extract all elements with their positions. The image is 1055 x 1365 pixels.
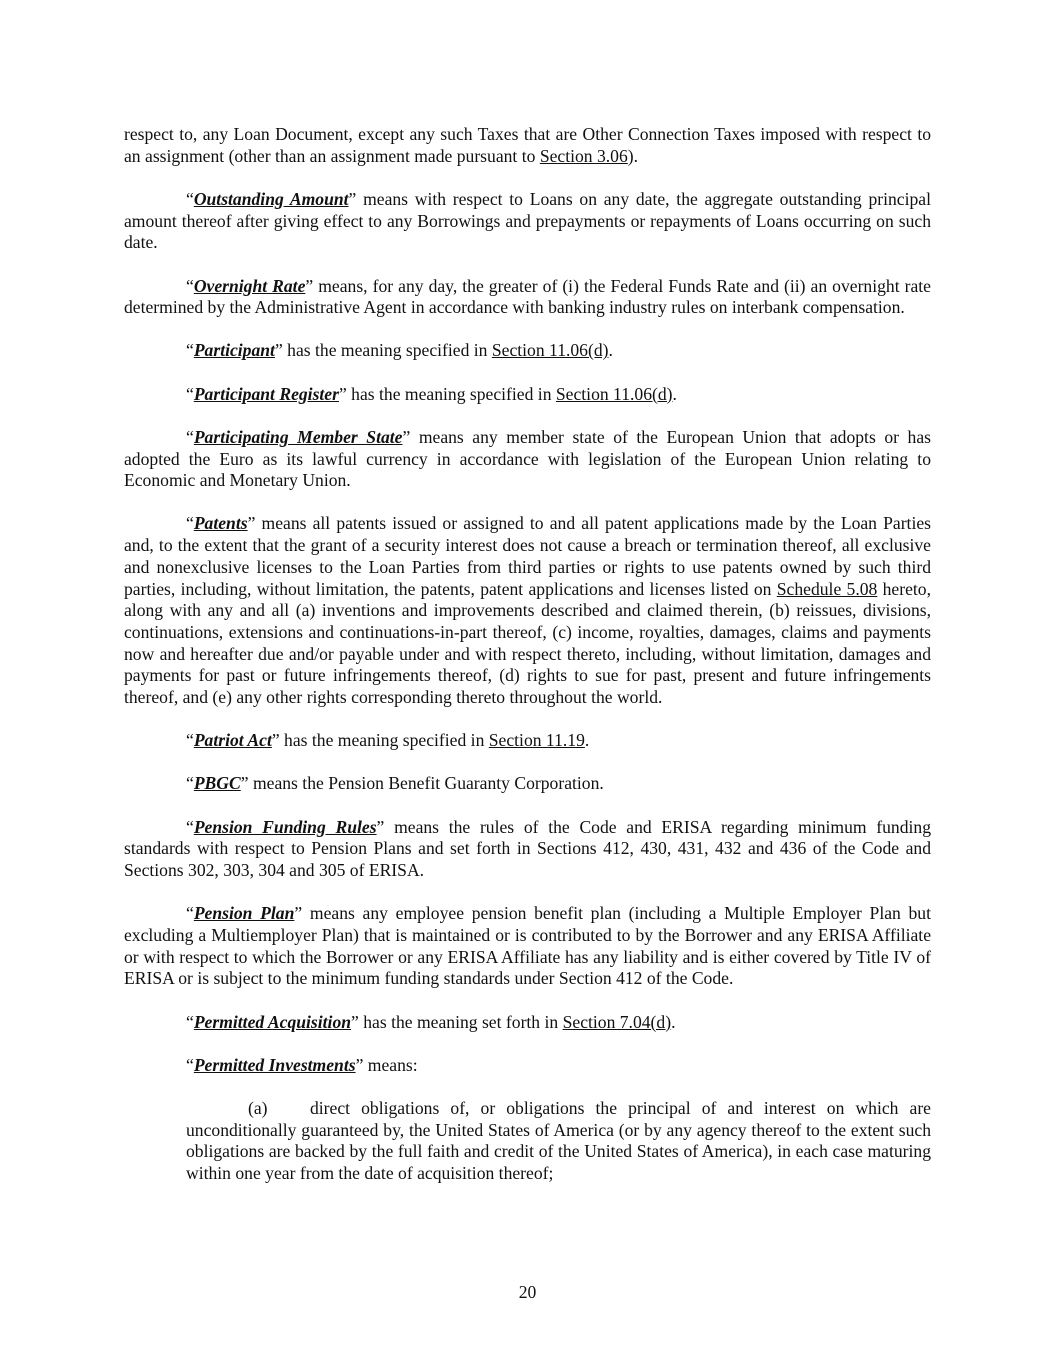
open-quote: “ [186, 188, 194, 209]
close-quote: ” [294, 903, 303, 924]
close-quote: ” [240, 773, 249, 794]
defined-term: Permitted Acquisition [193, 1011, 352, 1032]
defined-term: Outstanding Amount [193, 188, 349, 209]
definition-text: means, for any day, the greater of (i) the Federal Funds Rate and (ii) an overnight rate determined by the Administrative Agent in accordance with banking industry rules on interbank compensation. [124, 275, 931, 318]
definition-text: has the meaning specified in [282, 340, 492, 361]
defined-term: Patents [193, 513, 248, 534]
definition-tail: . [672, 383, 677, 404]
document-page [124, 124, 931, 1206]
definition-participating-member-state [124, 427, 931, 492]
definition-patriot-act [124, 730, 931, 752]
definition-pbgc [124, 773, 931, 795]
close-quote: ” [351, 1011, 359, 1032]
definition-text: has the meaning set forth in [358, 1011, 563, 1032]
page-number: 20 [518, 1282, 537, 1302]
defined-term: Participant [193, 340, 275, 361]
open-quote: “ [186, 773, 194, 794]
definition-overnight-rate [124, 276, 931, 319]
section-ref-link[interactable]: Section 7.04(d) [562, 1011, 672, 1032]
definition-text: means the rules of the Code and ERISA regarding minimum funding standards with respect to Pension Plans and set forth in Sections 412, 430, 431, 432 and 436 of the Code and Sections 302, 303, 304 and 305 of ERISA. [124, 816, 932, 881]
open-quote: “ [186, 730, 194, 751]
section-ref-link[interactable]: Section 3.06 [539, 145, 628, 166]
definition-permitted-investments [124, 1055, 931, 1077]
defined-term: Pension Plan [193, 903, 295, 924]
open-quote: “ [186, 1011, 194, 1032]
defined-term: PBGC [193, 773, 241, 794]
lead-text: respect to, any Loan Document, except any such Taxes that are Other Connection Taxes imposed with respect to an assignment (other than an assignment made pursuant to [124, 124, 931, 166]
open-quote: “ [186, 426, 194, 447]
section-ref-link[interactable]: Section 11.06(d) [555, 383, 673, 404]
open-quote: “ [186, 513, 194, 534]
defined-term: Participating Member State [193, 426, 403, 447]
definition-text: means the Pension Benefit Guaranty Corporation. [248, 773, 604, 794]
subclause-label: (a) [248, 1098, 268, 1118]
close-quote: ” [274, 340, 283, 361]
definition-participant [124, 340, 931, 362]
definition-participant-register [124, 384, 931, 406]
open-quote: “ [186, 903, 194, 924]
open-quote: “ [186, 383, 194, 404]
close-quote: ” [402, 426, 411, 447]
definition-tail: . [608, 340, 613, 361]
open-quote: “ [186, 816, 194, 837]
schedule-ref-link[interactable]: Schedule 5.08 [776, 578, 878, 599]
definition-patents [124, 513, 931, 708]
definition-pension-plan [124, 903, 931, 990]
definition-text: means: [363, 1054, 418, 1075]
subclause-a [186, 1098, 931, 1185]
defined-term: Participant Register [193, 383, 339, 404]
close-quote: ” [247, 513, 256, 534]
definition-tail: . [671, 1011, 676, 1032]
close-quote: ” [376, 816, 385, 837]
definition-pension-funding-rules [124, 817, 931, 882]
section-ref-link[interactable]: Section 11.06(d) [491, 340, 609, 361]
definition-text: means any member state of the European Union that adopts or has adopted the Euro as its lawful currency in accordance with legislation of the European Union relating to Economic and Monetary Union. [124, 426, 931, 491]
definition-text: has the meaning specified in [279, 730, 489, 751]
definition-text: means all patents issued or assigned to and all patent applications made by the Loan Parties and, to the extent that the grant of a security interest does not cause a breach or termination thereof, all exclusive and nonexclusive licenses to the Loan Parties from third parties or rights to use patents owned by such third parties, including, without limitation, the patents, patent applications and licenses listed on [124, 513, 931, 599]
definition-text: has the meaning specified in [346, 383, 556, 404]
defined-term: Patriot Act [193, 730, 272, 751]
section-ref-link[interactable]: Section 11.19 [488, 730, 585, 751]
definition-text-cont: hereto, along with any and all (a) inventions and improvements described and claimed therein, (b) reissues, divisions, continuations, extensions and continuations-in-part thereof, (c) income, royalties, damages, claims and payments now and hereafter due and/or payable under and with respect thereto, including, without limitation, damages and payments for past or future infringements thereof, (d) rights to sue for past, present and future infringements thereof, and (e) any other rights corresponding thereto throughout the world. [124, 578, 931, 708]
lead-paragraph [124, 124, 931, 167]
defined-term: Pension Funding Rules [193, 816, 377, 837]
defined-term: Overnight Rate [193, 275, 306, 296]
open-quote: “ [186, 275, 194, 296]
definition-text: means any employee pension benefit plan (including a Multiple Employer Plan but excluding a Multiemployer Plan) that is maintained or is contributed to by the Borrower and any ERISA Affiliate or with respect to which the Borrower or any ERISA Affiliate has any liability and is either covered by Title IV of ERISA or is subject to the minimum funding standards under Section 412 of the Code. [124, 903, 931, 989]
close-quote: ” [348, 188, 357, 209]
close-quote: ” [355, 1054, 364, 1075]
lead-text-end: ). [627, 145, 639, 166]
close-quote: ” [305, 275, 314, 296]
defined-term: Permitted Investments [193, 1054, 356, 1075]
subclause-text: direct obligations of, or obligations the principal of and interest on which are unconditionally guaranteed by, the United States of America (or by any agency thereof to the extent such obligations are backed by the full faith and credit of the United States of America), in each case maturing within one year from the date of acquisition thereof; [186, 1098, 931, 1184]
close-quote: ” [271, 730, 280, 751]
open-quote: “ [186, 340, 194, 361]
definition-permitted-acquisition [124, 1012, 931, 1034]
definition-outstanding-amount [124, 189, 931, 254]
close-quote: ” [338, 383, 347, 404]
definition-text: means with respect to Loans on any date, the aggregate outstanding principal amount thereof after giving effect to any Borrowings and prepayments or repayments of Loans occurring on such date. [124, 188, 931, 253]
open-quote: “ [186, 1054, 194, 1075]
definition-tail: . [584, 730, 590, 751]
